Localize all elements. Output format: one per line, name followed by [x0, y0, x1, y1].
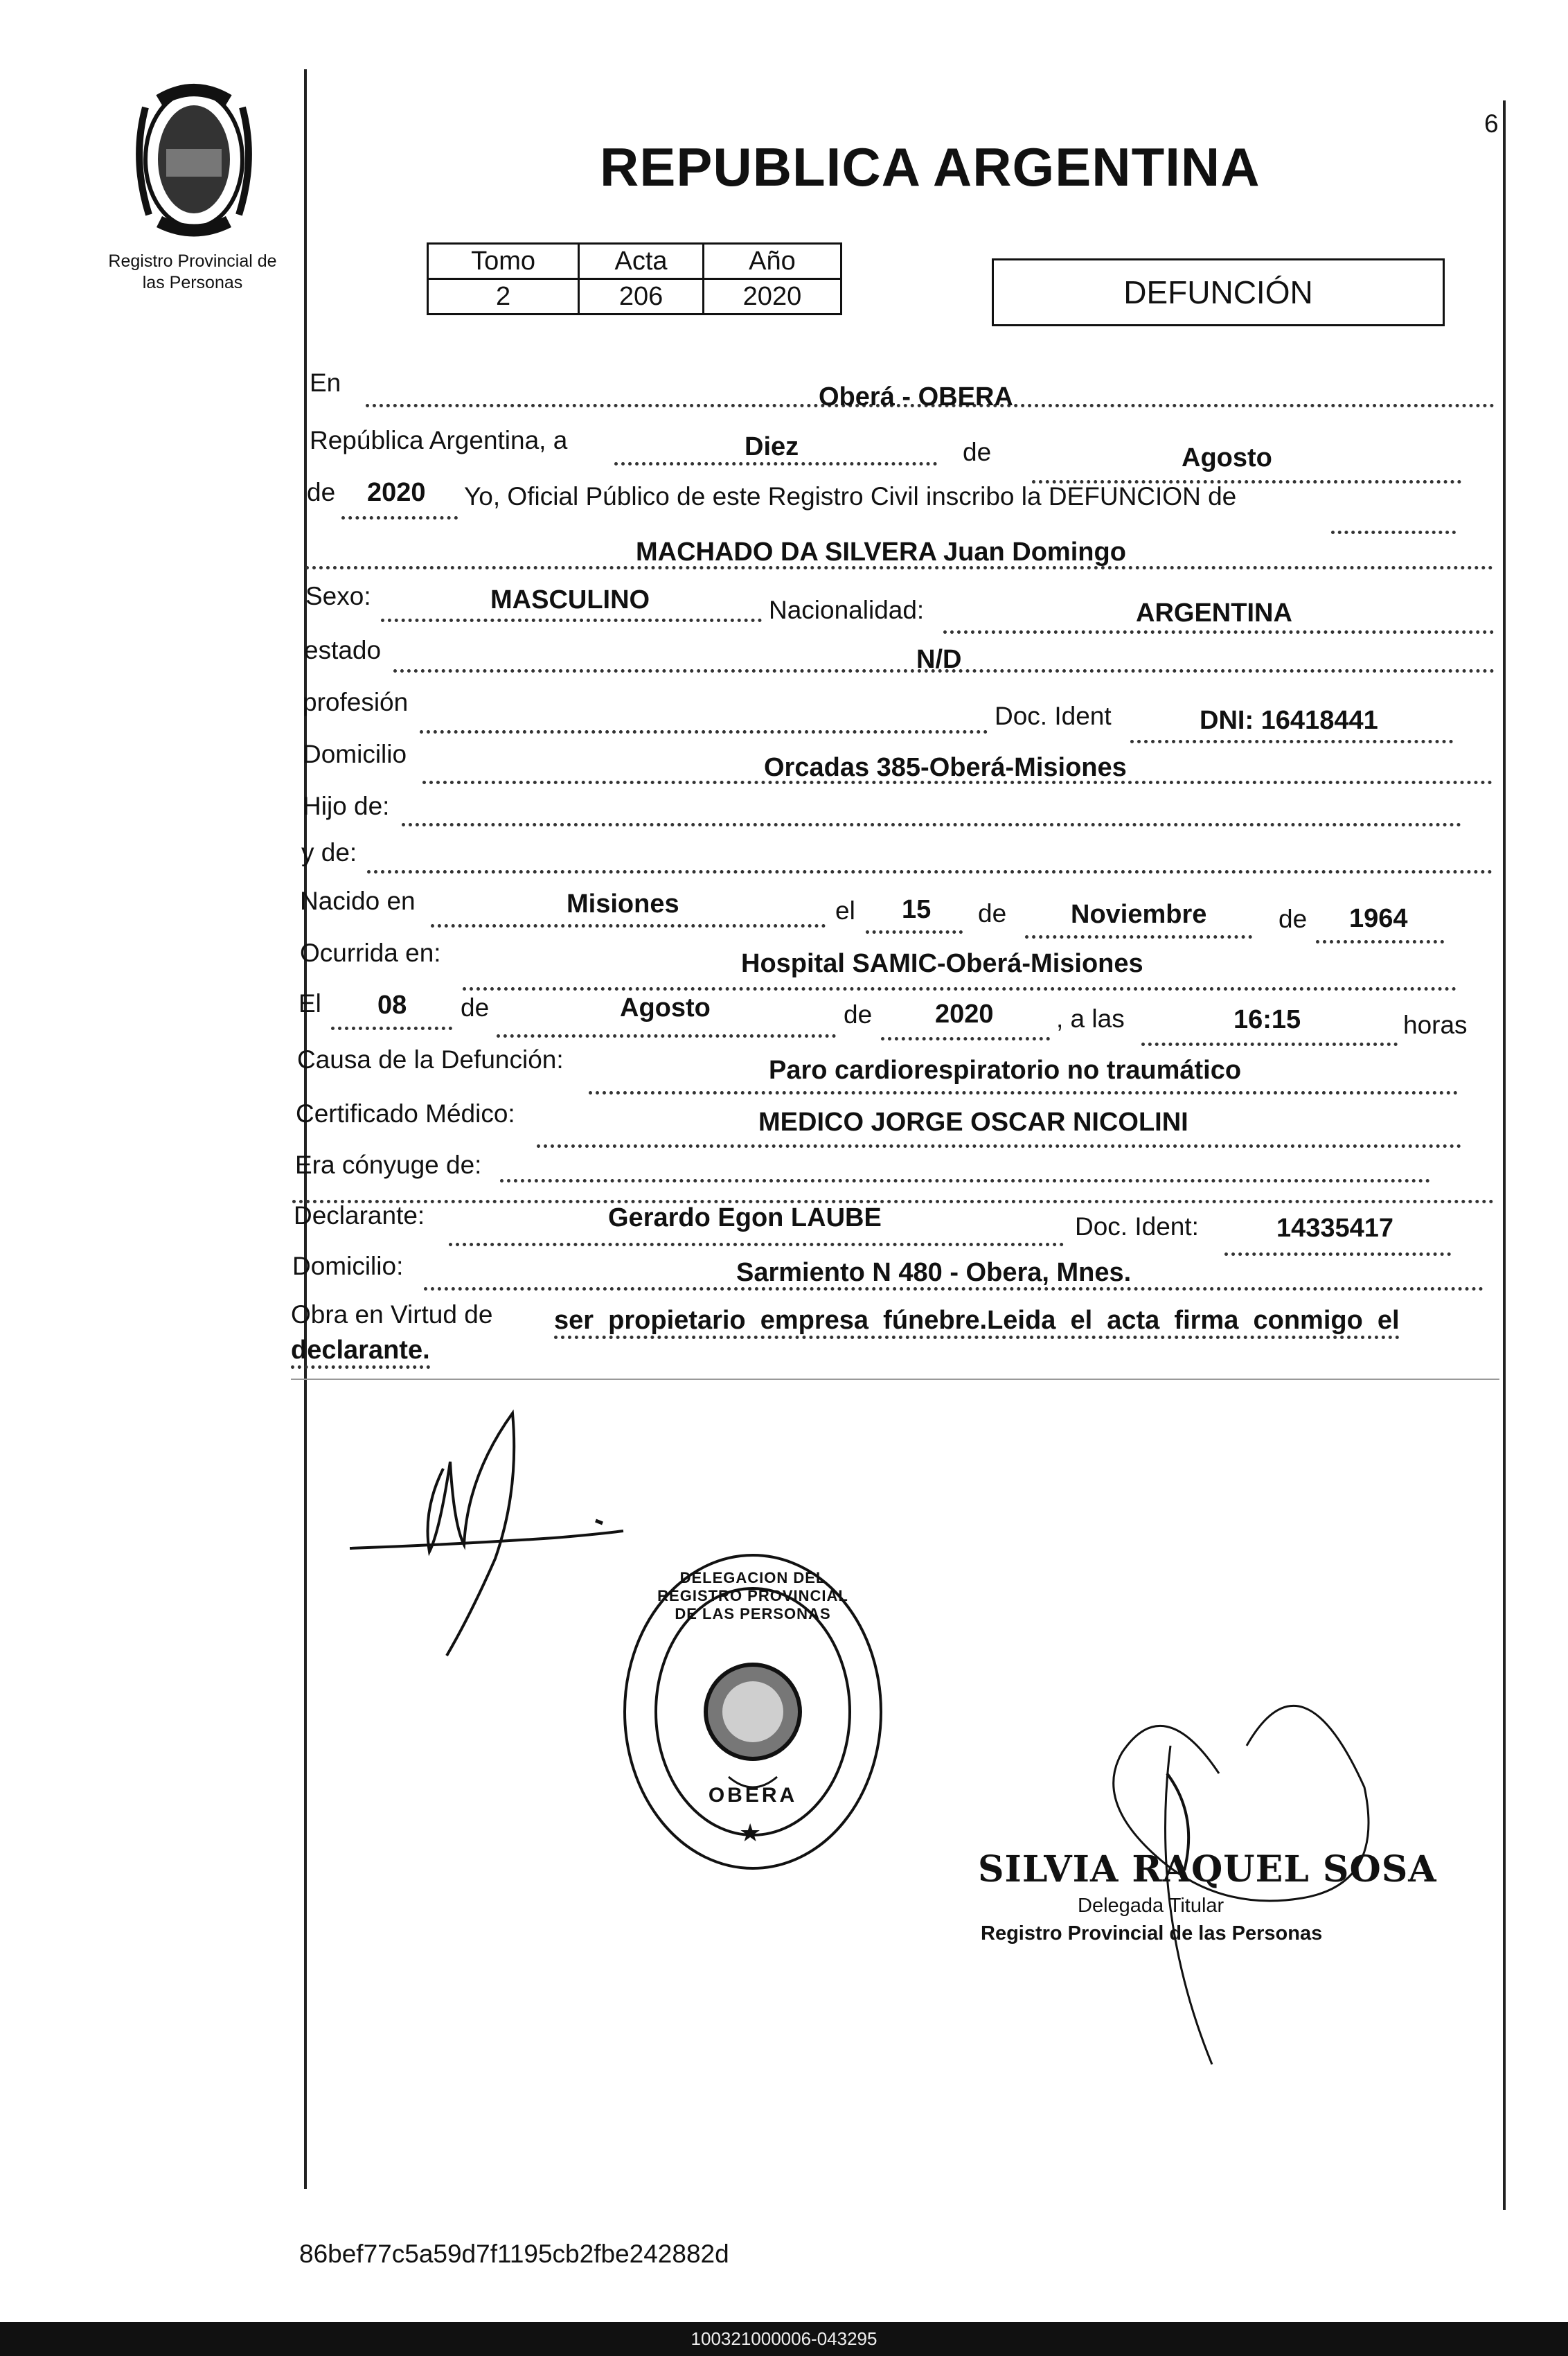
value-anio: 2020 — [703, 279, 841, 315]
nacido-value: Misiones — [567, 889, 679, 919]
def-hora-dots — [1141, 1043, 1398, 1046]
stamp-outer-text: DELEGACION DEL REGISTRO PROVINCIAL DE LAS PERSONAS — [657, 1569, 848, 1622]
stamp-inner-text: OBERA — [708, 1784, 798, 1807]
left-margin-line — [304, 69, 307, 2189]
ocurrida-value: Hospital SAMIC-Oberá-Misiones — [741, 949, 1143, 978]
nac-mes-value: Noviembre — [1071, 900, 1207, 929]
header-acta: Acta — [579, 244, 704, 279]
mes-value: Agosto — [1182, 443, 1272, 472]
de-label: de — [963, 438, 992, 466]
inscribo-text: Yo, Oficial Público de este Registro Civil inscribo la DEFUNCION de — [464, 482, 1237, 511]
obra-value-line1: ser propietario empresa fúnebre.Leida el acta firma conmigo el — [554, 1306, 1400, 1339]
nombre-value: MACHADO DA SILVERA Juan Domingo — [636, 538, 1126, 567]
end-rule — [291, 1379, 1499, 1380]
sexo-dots — [381, 619, 762, 622]
en-label: En — [310, 369, 341, 397]
barcode-strip: 100321000006-043295 — [0, 2322, 1568, 2356]
nacido-label: Nacido en — [300, 887, 416, 915]
official-title: Delegada Titular — [1078, 1895, 1224, 1917]
de-label-4: de — [1279, 905, 1308, 933]
def-mes-value: Agosto — [620, 993, 711, 1022]
republica-label: República Argentina, a — [310, 426, 568, 454]
decl-domicilio-value: Sarmiento N 480 - Obera, Mnes. — [736, 1258, 1132, 1287]
stamp-star: ★ — [739, 1818, 762, 1847]
causa-value: Paro cardiorespiratorio no traumático — [769, 1056, 1242, 1085]
profesion-dots — [420, 730, 988, 734]
page-number: 6 — [1484, 109, 1499, 138]
certificado-value: MEDICO JORGE OSCAR NICOLINI — [758, 1108, 1188, 1137]
declarante-value: Gerardo Egon LAUBE — [608, 1203, 882, 1232]
dia-value: Diez — [745, 432, 799, 461]
ocurrida-dots — [463, 987, 1456, 991]
doc-ident-label: Doc. Ident — [995, 702, 1112, 730]
profesion-label: profesión — [303, 688, 409, 716]
inscribo-dots — [1331, 531, 1456, 534]
nac-anio-value: 1964 — [1349, 904, 1408, 933]
dia-dots — [614, 462, 937, 466]
anio-value: 2020 — [367, 478, 426, 507]
record-type-box: DEFUNCIÓN — [992, 258, 1445, 326]
document-hash: 86bef77c5a59d7f1195cb2fbe242882d — [299, 2240, 729, 2268]
certificado-label: Certificado Médico: — [296, 1099, 515, 1128]
horas-label: horas — [1403, 1011, 1468, 1039]
estado-label: estado — [304, 636, 382, 664]
el-label: el — [835, 896, 855, 925]
nac-dia-value: 15 — [902, 895, 932, 924]
conyuge-dots — [500, 1179, 1430, 1183]
nac-dia-dots — [866, 930, 963, 934]
doc-ident-value: DNI: 16418441 — [1200, 706, 1378, 735]
en-value: Oberá - OBERA — [819, 382, 1013, 411]
def-hora-value: 16:15 — [1233, 1005, 1301, 1034]
conyuge-dots-2 — [292, 1200, 1494, 1203]
registry-caption — [82, 251, 303, 294]
registry-caption-line2: las Personas — [142, 273, 243, 292]
conyuge-label: Era cónyuge de: — [295, 1151, 482, 1179]
def-dia-value: 08 — [377, 991, 407, 1020]
de-label-5: de — [461, 993, 490, 1022]
hijo-dots — [402, 823, 1461, 826]
official-stamp — [618, 1548, 888, 1875]
document-title: REPUBLICA ARGENTINA — [600, 136, 1260, 197]
def-dia-dots — [331, 1027, 452, 1030]
anio-dots — [341, 516, 458, 520]
declarante-label: Declarante: — [294, 1201, 425, 1230]
nacionalidad-value: ARGENTINA — [1136, 599, 1292, 628]
decl-domicilio-label: Domicilio: — [292, 1252, 404, 1280]
sexo-label: Sexo: — [305, 582, 371, 610]
nacido-dots — [431, 924, 826, 928]
domicilio-value: Orcadas 385-Oberá-Misiones — [764, 753, 1127, 782]
yde-label: y de: — [301, 838, 357, 867]
decl-doc-label: Doc. Ident: — [1075, 1212, 1199, 1241]
de-label-6: de — [844, 1000, 873, 1029]
ocurrida-label: Ocurrida en: — [300, 939, 441, 967]
nacionalidad-dots — [943, 630, 1494, 634]
header-tomo: Tomo — [428, 244, 579, 279]
certificado-dots — [537, 1144, 1461, 1148]
value-acta: 206 — [579, 279, 704, 315]
nacionalidad-label: Nacionalidad: — [769, 596, 925, 624]
right-margin-line — [1503, 100, 1506, 2210]
declarante-dots — [449, 1243, 1064, 1246]
causa-label: Causa de la Defunción: — [297, 1045, 564, 1074]
official-name: SILVIA RAQUEL SOSA — [978, 1848, 1437, 1890]
official-org: Registro Provincial de las Personas — [981, 1922, 1323, 1945]
def-anio-dots — [881, 1037, 1050, 1040]
domicilio-label: Domicilio — [303, 740, 407, 768]
registry-caption-line1: Registro Provincial de — [108, 251, 277, 271]
causa-dots — [589, 1091, 1458, 1095]
def-anio-value: 2020 — [935, 1000, 994, 1029]
header-anio: Año — [703, 244, 841, 279]
estado-value: N/D — [916, 645, 962, 674]
alas-label: , a las — [1056, 1004, 1125, 1033]
decl-doc-value: 14335417 — [1276, 1214, 1394, 1243]
def-mes-dots — [497, 1034, 836, 1038]
declarant-signature — [346, 1406, 637, 1669]
nac-anio-dots — [1316, 940, 1444, 944]
decl-doc-dots — [1224, 1252, 1451, 1256]
sexo-value: MASCULINO — [490, 585, 650, 614]
de-label-2: de — [307, 478, 336, 506]
de-label-3: de — [978, 899, 1007, 928]
value-tomo: 2 — [428, 279, 579, 315]
yde-dots — [367, 870, 1493, 874]
registry-table — [427, 242, 842, 315]
provincial-seal-logo — [118, 80, 270, 239]
obra-value-line2: declarante. — [291, 1336, 430, 1369]
doc-ident-dots — [1130, 740, 1453, 743]
hijo-label: Hijo de: — [303, 792, 390, 820]
obra-label: Obra en Virtud de — [291, 1300, 493, 1329]
el2-label: El — [299, 989, 321, 1018]
nac-mes-dots — [1025, 935, 1252, 939]
